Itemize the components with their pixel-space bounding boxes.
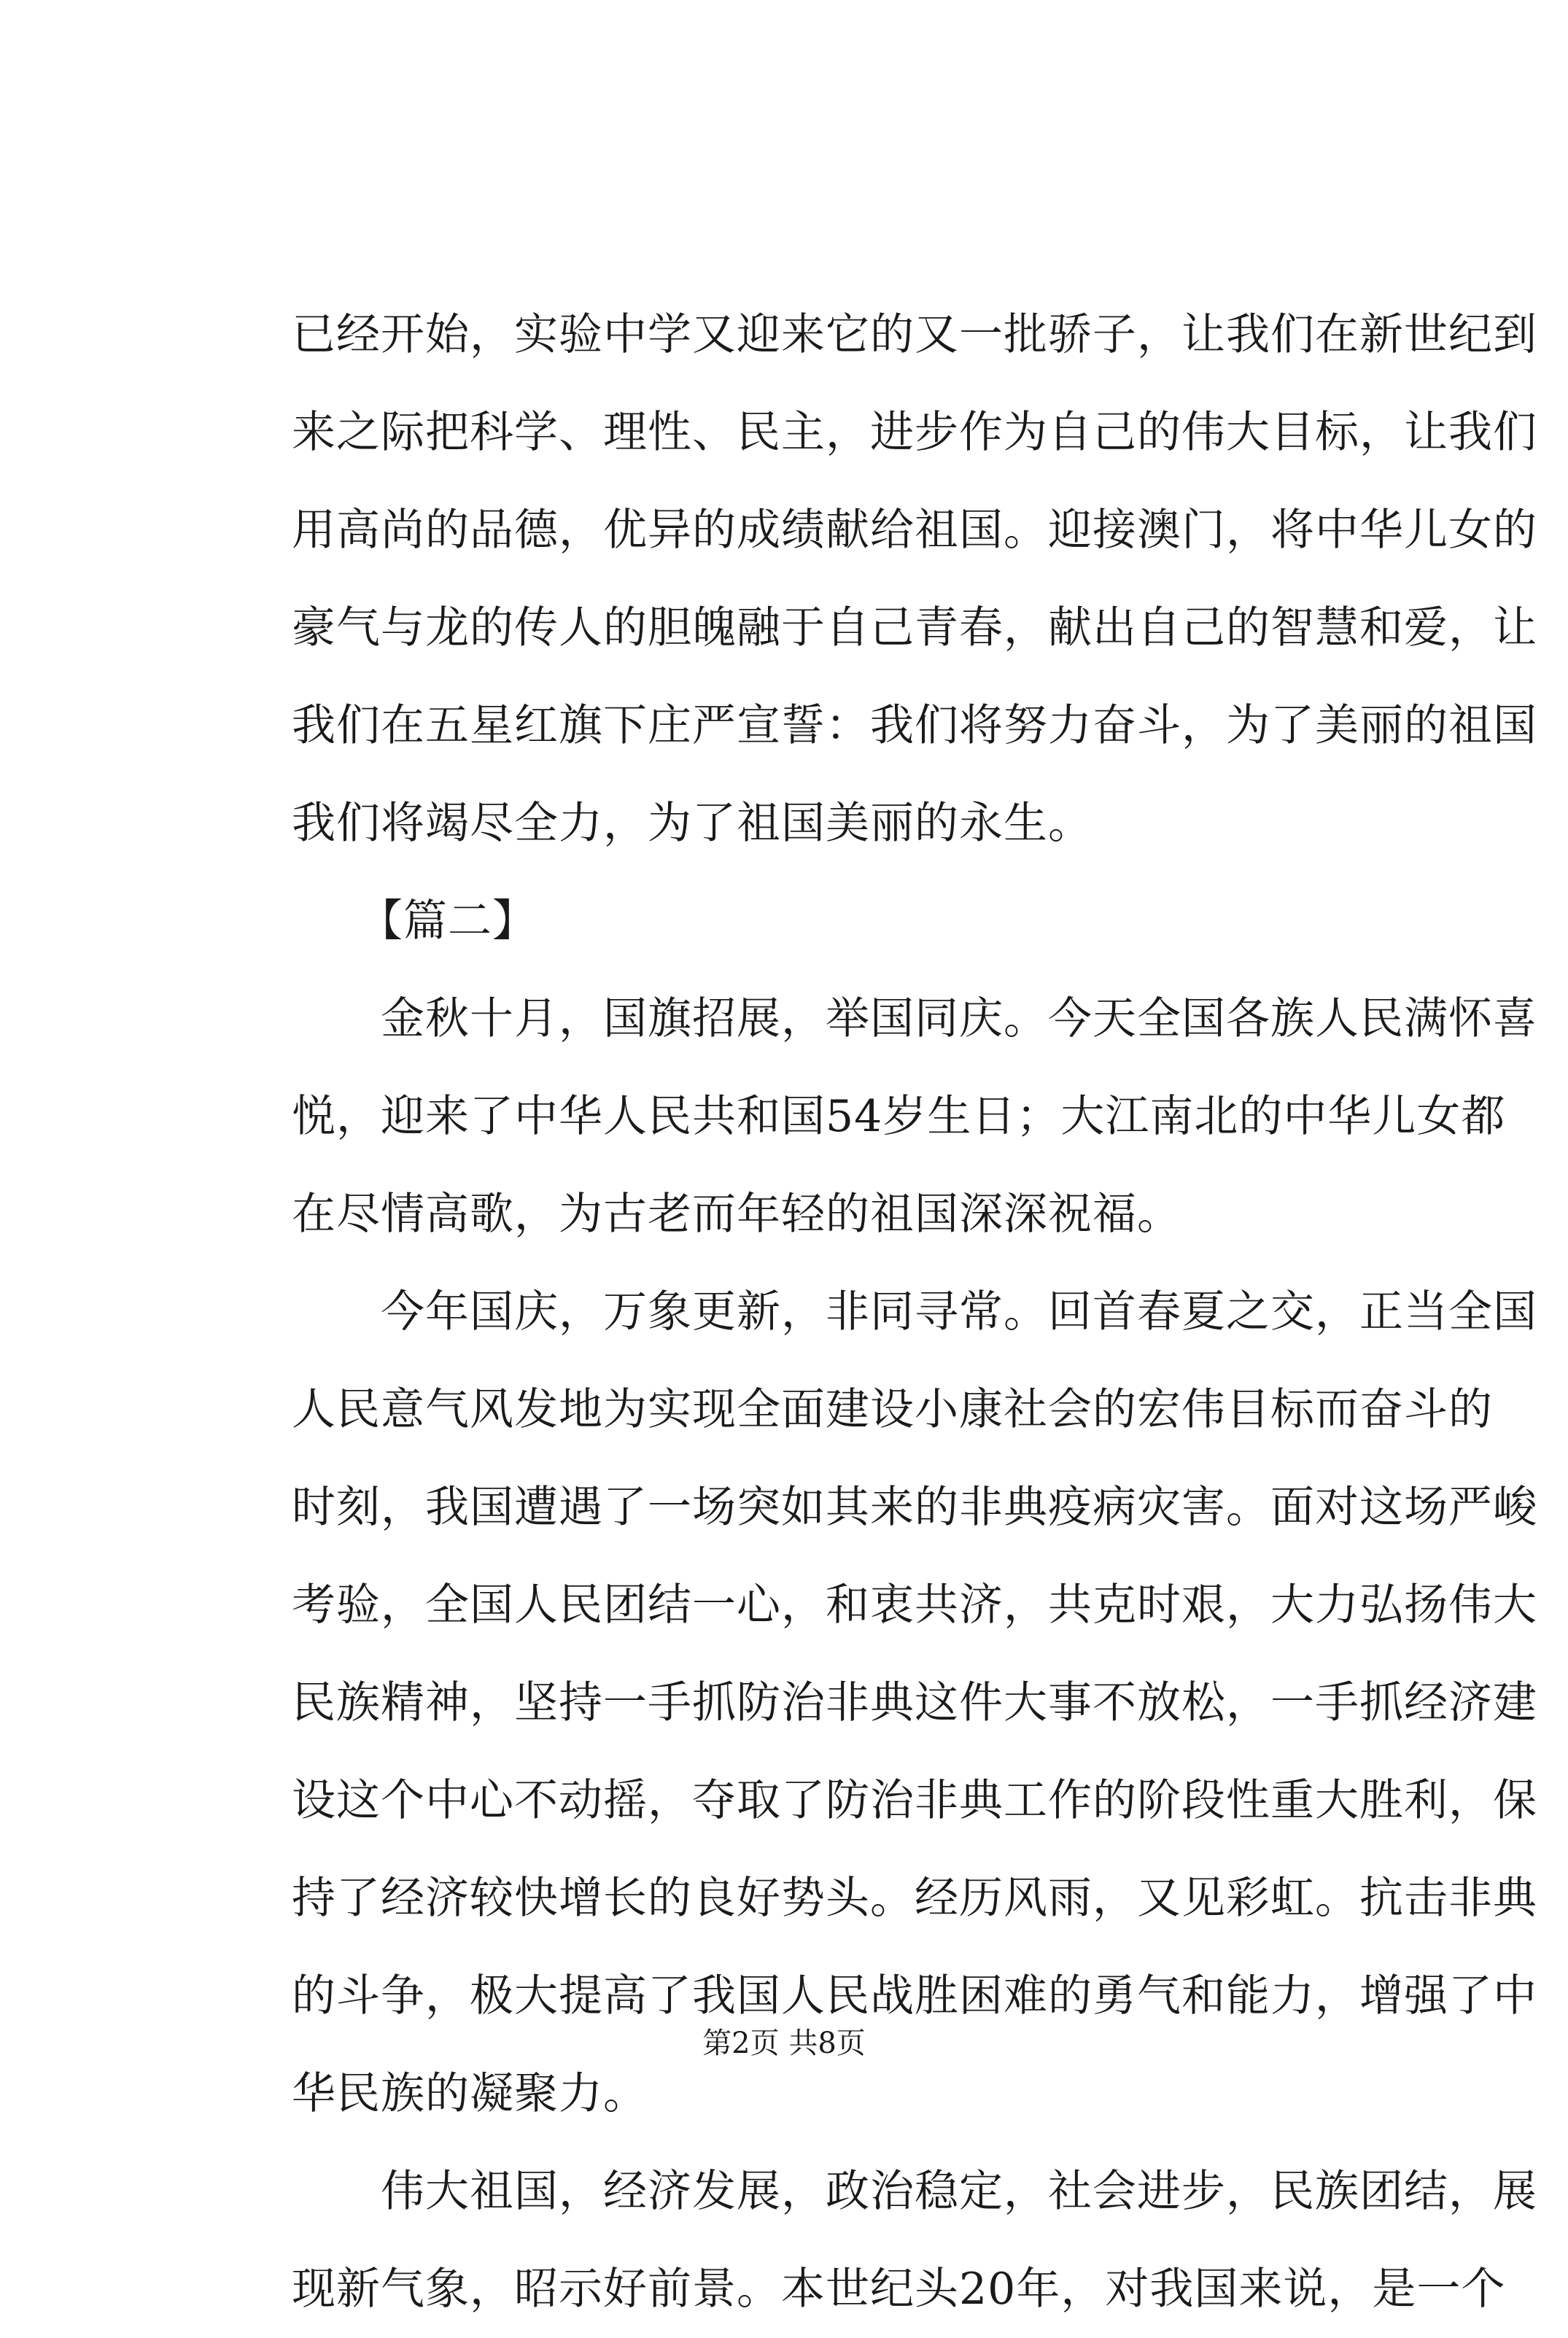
section-heading: 【篇二】 (292, 896, 537, 947)
text-line: 设这个中心不动摇，夺取了防治非典工作的阶段性重大胜利，保 (292, 1775, 1537, 1826)
text-line: 现新气象，昭示好前景。本世纪头20年，对我国来说，是一个 (292, 2264, 1506, 2315)
text-line: 我们将竭尽全力，为了祖国美丽的永生。 (292, 798, 1092, 849)
text-line: 悦，迎来了中华人民共和国54岁生日；大江南北的中华儿女都 (292, 1091, 1506, 1142)
text-line: 金秋十月，国旗招展，举国同庆。今天全国各族人民满怀喜 (292, 993, 1537, 1044)
text-line: 用高尚的品德，优异的成绩献给祖国。迎接澳门，将中华儿女的 (292, 505, 1537, 556)
text-line: 的斗争，极大提高了我国人民战胜困难的勇气和能力，增强了中 (292, 1970, 1537, 2022)
text-line: 来之际把科学、理性、民主，进步作为自己的伟大目标，让我们 (292, 407, 1537, 458)
text-line: 我们在五星红旗下庄严宣誓：我们将努力奋斗，为了美丽的祖国 (292, 700, 1537, 751)
text-line: 豪气与龙的传人的胆魄融于自己青春，献出自己的智慧和爱，让 (292, 602, 1537, 653)
text-line: 时刻，我国遭遇了一场突如其来的非典疫病灾害。面对这场严峻 (292, 1482, 1537, 1533)
text-line: 华民族的凝聚力。 (292, 2068, 648, 2119)
text-line: 考验，全国人民团结一心，和衷共济，共克时艰，大力弘扬伟大 (292, 1580, 1537, 1631)
text-line: 已经开始，实验中学又迎来它的又一批骄子，让我们在新世纪到 (292, 309, 1537, 360)
text-line: 在尽情高歌，为古老而年轻的祖国深深祝福。 (292, 1189, 1181, 1240)
text-line: 今年国庆，万象更新，非同寻常。回首春夏之交，正当全国 (292, 1286, 1537, 1337)
text-line: 民族精神，坚持一手抓防治非典这件大事不放松，一手抓经济建 (292, 1677, 1537, 1728)
text-line: 持了经济较快增长的良好势头。经历风雨，又见彩虹。抗击非典 (292, 1873, 1537, 1924)
text-line: 伟大祖国，经济发展，政治稳定，社会进步，民族团结，展 (292, 2166, 1537, 2217)
page-number-footer: 第2页 共8页 (702, 2027, 866, 2060)
text-line: 人民意气风发地为实现全面建设小康社会的宏伟目标而奋斗的 (292, 1384, 1493, 1435)
